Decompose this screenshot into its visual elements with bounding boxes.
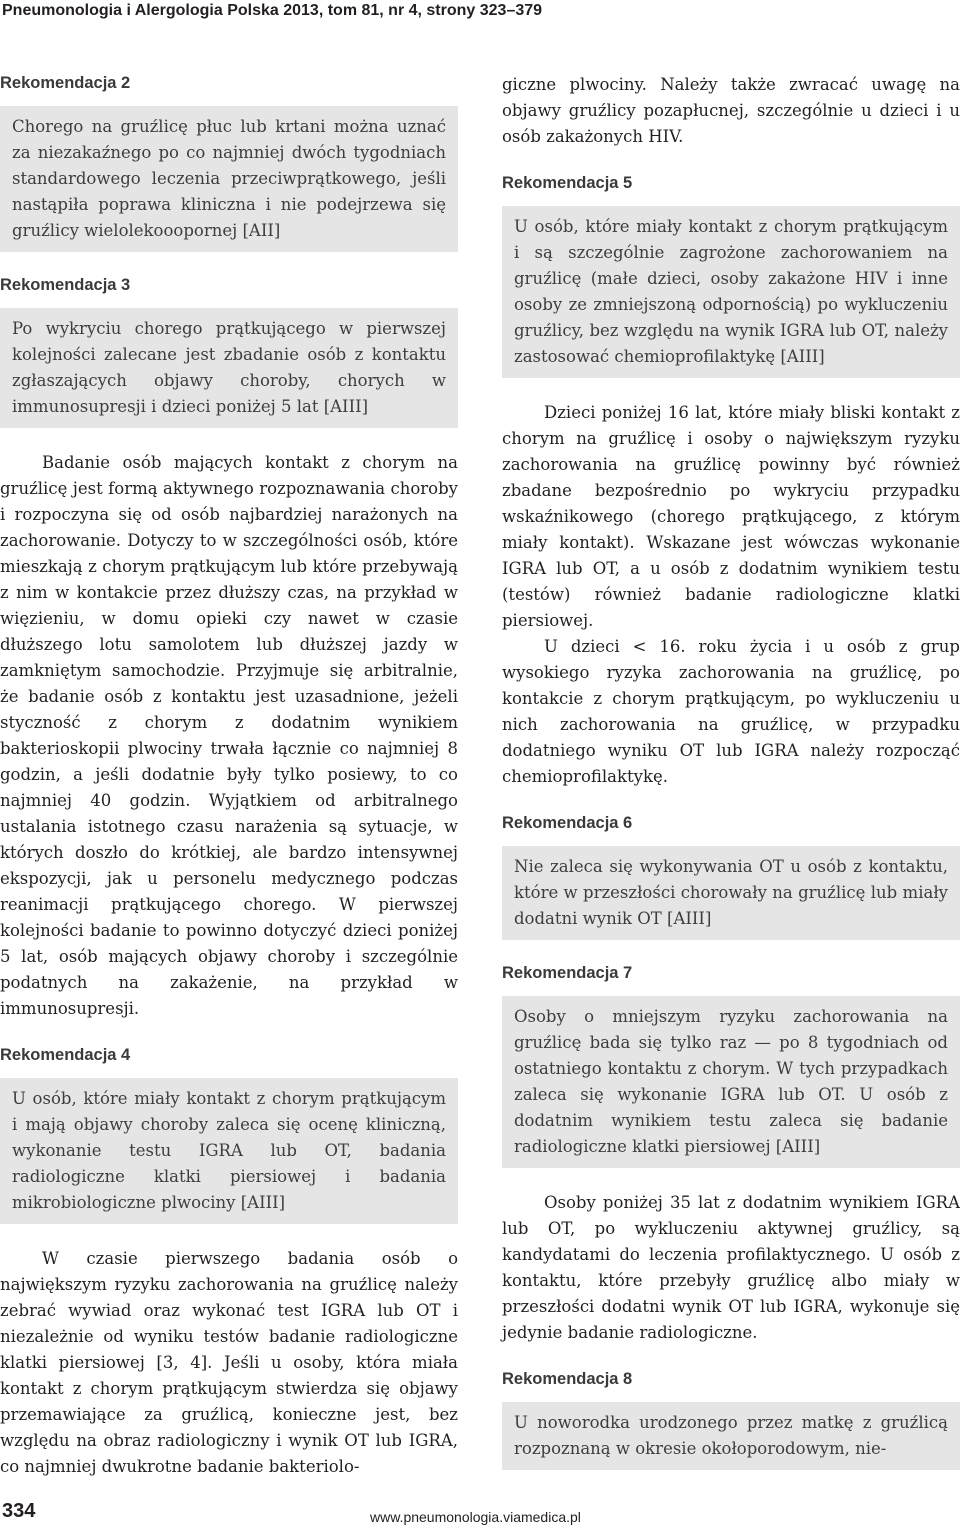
journal-header: Pneumonologia i Alergologia Polska 2013, tom 81, nr 4, strony 323–379 [2,2,543,19]
recommendation-8-box: U noworodka urodzonego przez matkę z gruźlicą rozpoznaną w okresie okołoporodowym, nie- [502,1402,960,1470]
recommendation-2-box: Chorego na gruźlicę płuc lub krtani można uznać za niezakaźnego po co najmniej dwóch tygodniach standardowego leczenia przeciwprątkowego, jeśli nastąpiła poprawa kliniczna i nie podejrzewa się gruźlicy wielolekooopornej [AII] [0,106,458,252]
recommendation-5-title: Rekomendacja 5 [502,174,633,192]
recommendation-6-box: Nie zaleca się wykonywania OT u osób z kontaktu, które w przeszłości chorowały na gruźlicę lub miały dodatni wynik OT [AIII] [502,846,960,940]
recommendation-3-box: Po wykryciu chorego prątkującego w pierwszej kolejności zalecane jest zbadanie osób z kontaktu zgłaszających objawy choroby, chorych w immunosupresji i dzieci poniżej 5 lat [AIII] [0,308,458,428]
recommendation-6-title: Rekomendacja 6 [502,814,633,832]
recommendation-8-title: Rekomendacja 8 [502,1370,633,1388]
page-number: 334 [2,1500,36,1522]
recommendation-4-title: Rekomendacja 4 [0,1046,131,1064]
recommendation-2-title: Rekomendacja 2 [0,74,131,92]
recommendation-7-title: Rekomendacja 7 [502,964,633,982]
recommendation-4-box: U osób, które miały kontakt z chorym prątkującym i mają objawy choroby zaleca się ocenę kliniczną, wykonanie testu IGRA lub OT, badania radiologiczne klatki piersiowej i badania mikrobiologiczne plwociny [AIII] [0,1078,458,1224]
body-paragraph: giczne plwociny. Należy także zwracać uwagę na objawy gruźlicy pozapłucnej, szczególnie u dzieci i u osób zakażonych HIV. [502,75,960,146]
body-paragraph: Osoby poniżej 35 lat z dodatnim wynikiem IGRA lub OT, po wykluczeniu aktywnej gruźlicy, są kandydatami do leczenia profilaktycznego. U osób z kontaktu, które przebyły gruźlicę albo miały w przeszłości dodatni wynik OT lub IGRA, wykonuje się jedynie badanie radiologiczne. [502,1193,960,1342]
body-paragraph: Dzieci poniżej 16 lat, które miały bliski kontakt z chorym na gruźlicę i osoby o największym ryzyku zachorowania na gruźlicę powinny być również zbadane bezpośrednio po wykryciu przypadku wskaźnikowego (chorego prątkującego, z którym miały kontakt). Wskazane jest wówczas wykonanie IGRA lub OT, a u osób z dodatnim wynikiem testu (testów) również badanie radiologiczne klatki piersiowej. [502,403,960,630]
body-paragraph: U dzieci < 16. roku życia i u osób z grup wysokiego ryzyka zachorowania na gruźlicę, po kontakcie z chorym prątkującym, po wykluczeniu u nich zachorowania na gruźlicę, w przypadku dodatniego wyniku OT lub IGRA należy rozpocząć chemioprofilaktykę. [502,637,960,786]
body-paragraph: W czasie pierwszego badania osób o największym ryzyku zachorowania na gruźlicę należy zebrać wywiad oraz wykonać test IGRA lub OT i niezależnie od wyniku testów badanie radiologiczne klatki piersiowej [3, 4]. Jeśli u osoby, która miała kontakt z chorym prątkującym stwierdza się objawy przemawiające za gruźlicą, konieczne jest, bez względu na obraz radiologiczny i wynik OT lub IGRA, co najmniej dwukrotne badanie bakteriolo- [0,1249,458,1476]
recommendation-3-title: Rekomendacja 3 [0,276,131,294]
recommendation-7-box: Osoby o mniejszym ryzyku zachorowania na gruźlicę bada się tylko raz — po 8 tygodniach od ostatniego kontaktu z chorym. W tych przypadkach zaleca się wykonanie IGRA lub OT. U osób z dodatnim wynikiem testu zaleca się badanie radiologiczne klatki piersiowej [AIII] [502,996,960,1168]
right-column [502,72,960,1492]
body-paragraph: Badanie osób mających kontakt z chorym na gruźlicę jest formą aktywnego rozpoznawania choroby i rozpoczyna się od osób najbardziej narażonych na zachorowanie. Dotyczy to w szczególności osób, które mieszkają z chorym prątkującym lub które przebywają z nim w kontakcie przez dłuższy czas, na przykład w więzieniu, w domu opieki czy nawet w czasie dłuższego lotu samolotem lub dłuższej jazdy w zamkniętym samochodzie. Przyjmuje się arbitralnie, że badanie osób z kontaktu jest uzasadnione, jeżeli styczność z chorym z dodatnim wynikiem bakterioskopii plwociny trwała łącznie co najmniej 8 godzin, a jeśli dodatnie były tylko posiewy, to co najmniej 40 godzin. Wyjątkiem od arbitralnego ustalania istotnego czasu narażenia są sytuacje, w których doszło do krótkiej, ale bardzo intensywnej ekspozycji, jak u personelu medycznego podczas reanimacji prątkującego chorego. W pierwszej kolejności badanie to powinno dotyczyć dzieci poniżej 5 lat, osób mających objawy choroby i szczególnie podatnych na zakażenie, na przykład w immunosupresji. [0,453,458,1018]
journal-url: www.pneumonologia.viamedica.pl [370,1509,581,1525]
recommendation-5-box: U osób, które miały kontakt z chorym prątkującym i są szczególnie zagrożone zachorowaniem na gruźlicę (małe dzieci, osoby zakażone HIV i inne osoby ze zmniejszoną odpornością) po wykluczeniu gruźlicy, bez względu na wynik IGRA lub OT, należy zastosować chemioprofilaktykę [AIII] [502,206,960,378]
left-column [0,72,458,1480]
